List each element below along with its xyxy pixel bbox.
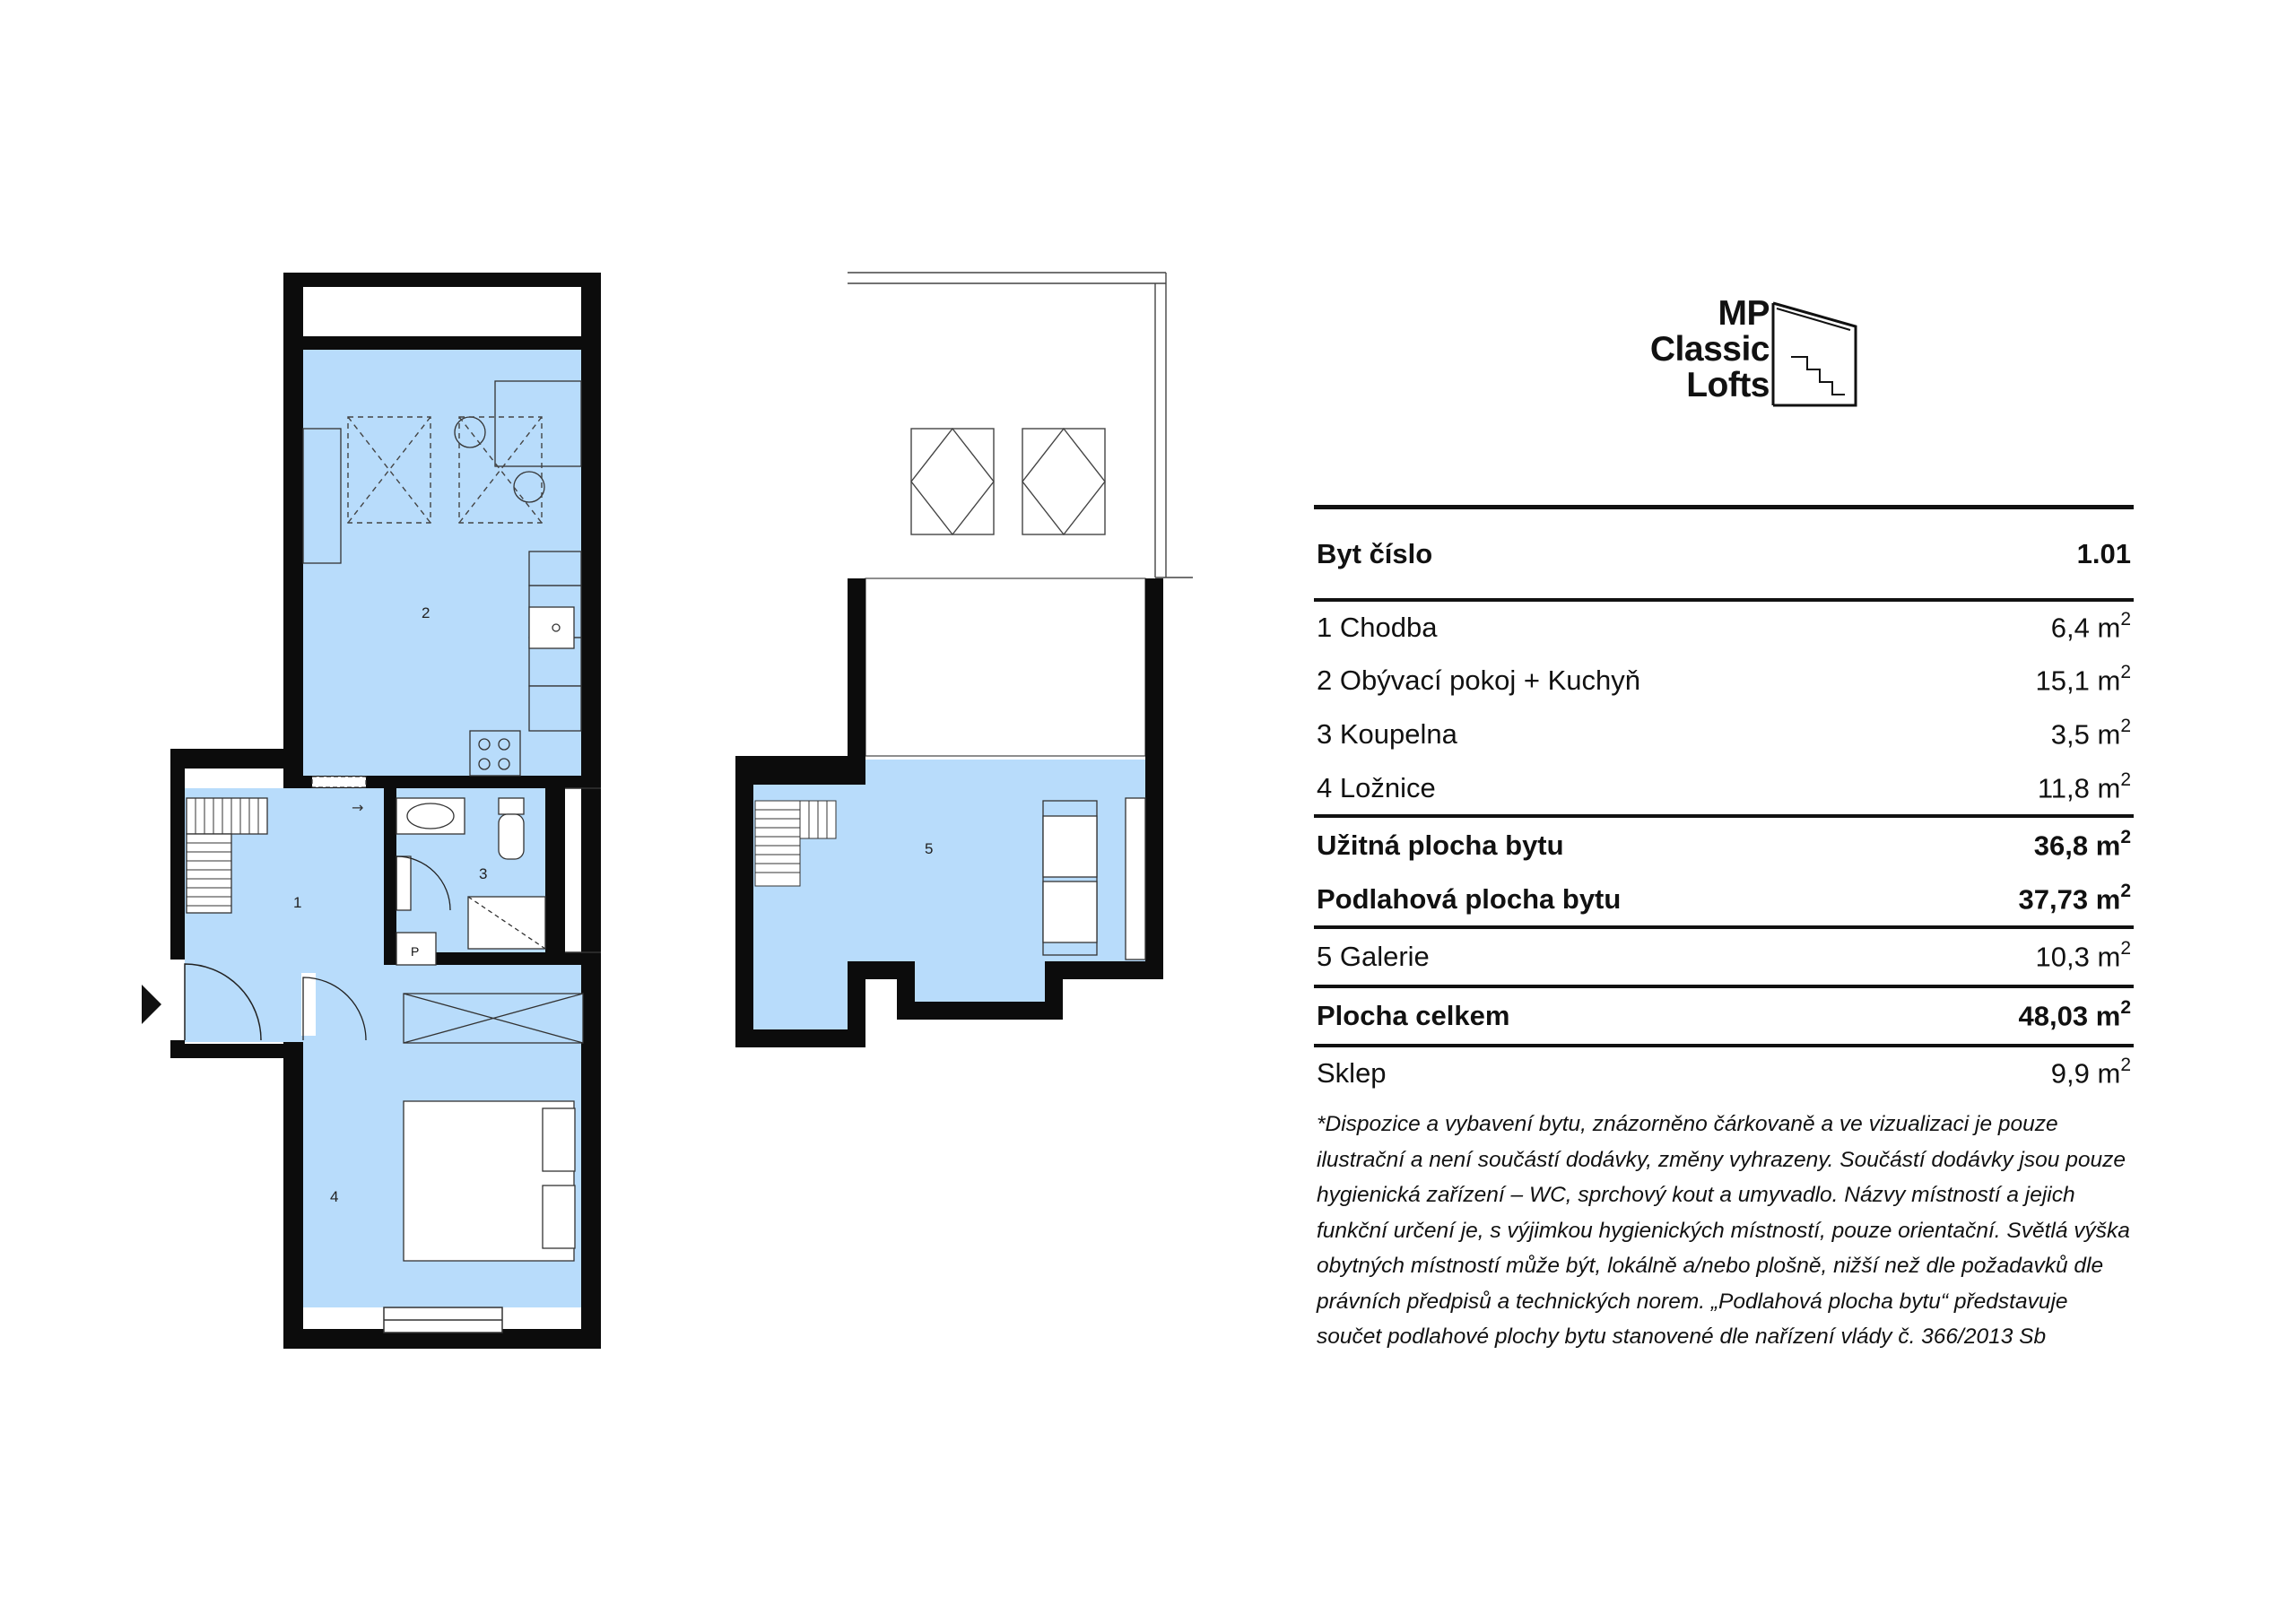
area-row-value [2019,999,2131,1032]
area-row-label: 1 Chodba [1317,612,1438,643]
area-unit-exponent: 2 [2120,769,2131,790]
area-unit-exponent: 2 [2120,609,2131,630]
logo-line-1: MP [1718,294,1770,333]
area-rows [1314,602,2134,1099]
wall [735,756,753,1047]
area-unit-exponent: 2 [2120,1055,2131,1076]
area-value-number: 36,8 m [2033,829,2121,862]
sliding-door [312,777,366,787]
area-unit-exponent: 2 [2120,827,2131,848]
area-row-value [2036,664,2131,697]
area-row [1314,818,2134,873]
entrance-arrow-icon [142,985,161,1024]
area-value-number: 10,3 m [2035,941,2121,973]
area-unit-exponent: 2 [2120,881,2131,902]
area-row [1314,929,2134,985]
wall [735,756,865,785]
area-row-value [2051,1056,2131,1090]
area-row-value [2034,829,2131,862]
area-row-label: Užitná plocha bytu [1317,829,1564,861]
wall [735,1029,865,1047]
area-row-label: Plocha celkem [1317,1000,1510,1031]
wall [545,788,565,952]
wall [848,578,865,785]
area-row-value [2019,882,2131,916]
area-row-label: 2 Obývací pokoj + Kuchyň [1317,664,1641,696]
area-row-label: 4 Ložnice [1317,771,1436,803]
room-label-2: 2 [422,604,430,621]
area-value-number: 9,9 m [2050,1057,2121,1090]
logo-line-3: Lofts [1686,366,1770,404]
ground-floor-plan [142,273,601,1349]
area-value-number: 6,4 m [2050,612,2121,644]
area-unit-exponent: 2 [2120,938,2131,960]
gallery-floor-plan [735,273,1193,1047]
area-value-number: 11,8 m [2037,772,2121,804]
area-row-label: 5 Galerie [1317,941,1430,972]
wall [170,749,303,769]
gallery-furniture [1043,801,1097,955]
disclaimer-note: *Dispozice a vybavení bytu, znázorněno čárkovaně a ve vizualizaci je pouze ilustrační a není součástí dodávky, změny vyhrazeny. Součástí dodávky jsou pouze hygienická zařízení – WC, sprchový kout a umyvadlo. Názvy místností a jejich funkční určení je, s výjimkou hygienických místností, pouze orientační. Světlá výška obytných místností může být, lokálně a/nebo plošně, nižší než dle požadavků dle právních předpisů a technických norem. „Podlahová plocha bytu“ představuje součet podlahové plochy bytu stanovené dle nařízení vlády č. 366/2013 Sb [1317,1112,2130,1349]
apartment-number-label: Byt číslo [1317,537,1433,569]
area-row-label: 3 Koupelna [1317,718,1457,750]
area-row-value [2036,940,2131,973]
wall [1045,961,1163,979]
area-value-number: 3,5 m [2050,718,2121,751]
wall [581,273,601,1349]
area-row [1314,873,2134,925]
area-row-value [2038,771,2131,804]
area-row [1314,708,2134,761]
bath-door-panel [396,856,411,910]
room-label-1: 1 [293,894,302,911]
roof-outline [848,273,1193,578]
area-row-label: Sklep [1317,1057,1387,1089]
logo-line-2: Classic [1649,330,1770,369]
area-row-label: Podlahová plocha bytu [1317,883,1622,915]
gallery-void-fill [865,578,1145,756]
area-row [1314,1047,2134,1099]
apartment-info-table [1314,505,2134,1355]
wall [283,336,601,350]
room-label-5: 5 [925,840,934,857]
area-row [1314,654,2134,708]
wall [170,1044,303,1058]
gallery-railing [1126,798,1145,960]
parking-label: P [411,944,420,959]
area-unit-exponent: 2 [2120,716,2131,737]
room-label-4: 4 [330,1188,339,1205]
apartment-number-value: 1.01 [2076,537,2131,569]
sink [529,607,574,648]
apartment-number-row [1314,509,2134,598]
area-row [1314,988,2134,1044]
area-row [1314,761,2134,814]
area-row-value [2051,717,2131,751]
wall [897,1002,1063,1020]
area-unit-exponent: 2 [2120,997,2131,1019]
bedroom-furniture [404,994,583,1261]
wall [384,788,396,952]
area-value-number: 48,03 m [2018,1000,2121,1032]
wall [170,749,185,960]
brand-logo [1601,296,1870,417]
logo-house-icon [1601,296,1870,417]
area-value-number: 15,1 m [2035,664,2121,697]
area-row [1314,602,2134,654]
room-label-3: 3 [479,865,488,882]
door-arrow-icon: → [352,799,364,816]
area-unit-exponent: 2 [2120,662,2131,683]
area-row-value [2051,611,2131,644]
entrance-door [170,960,185,1040]
wall [283,273,601,287]
area-value-number: 37,73 m [2018,883,2121,916]
wall [1145,578,1163,973]
